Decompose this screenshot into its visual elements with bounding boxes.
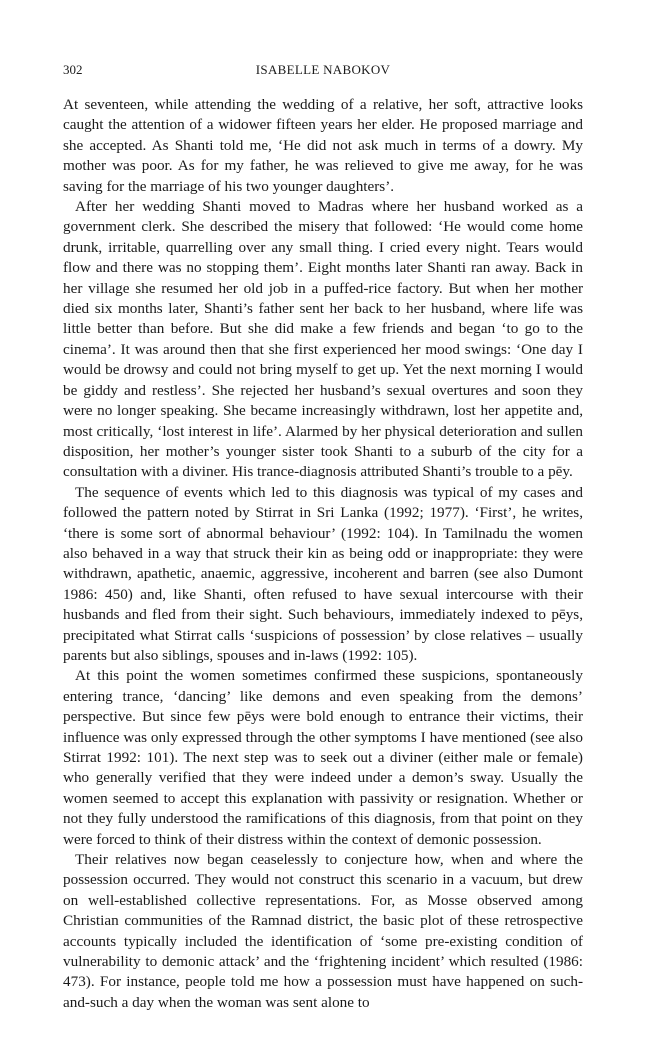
paragraph: At seventeen, while attending the wedding of a relative, her soft, attractive looks caught the attention of a widower fifteen years her elder. He proposed marriage and she accepted. As Shanti told me, ‘He did not ask much in terms of a dowry. My mother was poor. As for my father, he was relieved to give me away, for he was saving for the marriage of his two younger daughters’. (63, 96, 583, 195)
page-number: 302 (63, 62, 83, 77)
paragraph: At this point the women sometimes confirmed these suspicions, spontaneously entering trance, ‘dancing’ like demons and even speaking from the demons’ perspective. But since few pēys were bold enough to entrance their victims, their influence was only expressed through the other symptoms I have mentioned (see also Stirrat 1992: 101). The next step was to seek out a diviner (either male or female) who generally verified that they were indeed under a demon’s sway. Usually the women seemed to accept this explanation with passivity or resignation. Whether or not they fully understood the ramifications of this diagnosis, from that point on they were forced to think of their distress within the context of demonic possession. (63, 667, 583, 848)
paragraph: Their relatives now began ceaselessly to conjecture how, when and where the possession occurred. They would not construct this scenario in a vacuum, but drew on well-established collective representations. For, as Mosse observed among Christian communities of the Ramnad district, the basic plot of these retrospective accounts typically included the identification of ‘some pre-existing condition of vulnerability to demonic attack’ and the ‘frightening incident’ which resulted (1986: 473). For instance, people told me how a possession must have happened on such-and-such a day when the woman was sent alone to (63, 851, 583, 1011)
body-text (63, 95, 583, 1013)
paragraph: The sequence of events which led to this diagnosis was typical of my cases and followed the pattern noted by Stirrat in Sri Lanka (1992; 1977). ‘First’, he writes, ‘there is some sort of abnormal behaviour’ (1992: 104). In Tamilnadu the women also behaved in a way that struck their kin as being odd or inappropriate: they were withdrawn, apathetic, anaemic, aggressive, incoherent and barren (see also Dumont 1986: 450) and, like Shanti, often refused to have sexual intercourse with their husbands and fled from their sight. Such behaviours, immediately indexed to pēys, precipitated what Stirrat calls ‘suspicions of possession’ by close relatives – usually parents but also siblings, spouses and in-laws (1992: 105). (63, 483, 583, 664)
running-head (63, 60, 583, 80)
header-author: ISABELLE NABOKOV (255, 62, 391, 77)
paragraph: After her wedding Shanti moved to Madras where her husband worked as a government clerk. She described the misery that followed: ‘He would come home drunk, irritable, quarrelling over any small thing. I cried every night. Tears would flow and there was no stopping them’. Eight months later Shanti ran away. Back in her village she resumed her old job in a puffed-rice factory. But when her mother died six months later, Shanti’s father sent her back to her husband, where life was little better than before. But she did make a few friends and began ‘to go to the cinema’. It was around then that she first experienced her mood swings: ‘One day I would be drowsy and could not bring myself to get up. Yet the next morning I would be giddy and restless’. She rejected her husband’s sexual overtures and soon they were no longer speaking. She became increasingly withdrawn, lost her appetite and, most critically, ‘lost interest in life’. Alarmed by her physical deterioration and sullen disposition, her mother’s younger sister took Shanti to a suburb of the city for a consultation with a diviner. His trance-diagnosis attributed Shanti’s trouble to a pēy. (63, 198, 583, 481)
